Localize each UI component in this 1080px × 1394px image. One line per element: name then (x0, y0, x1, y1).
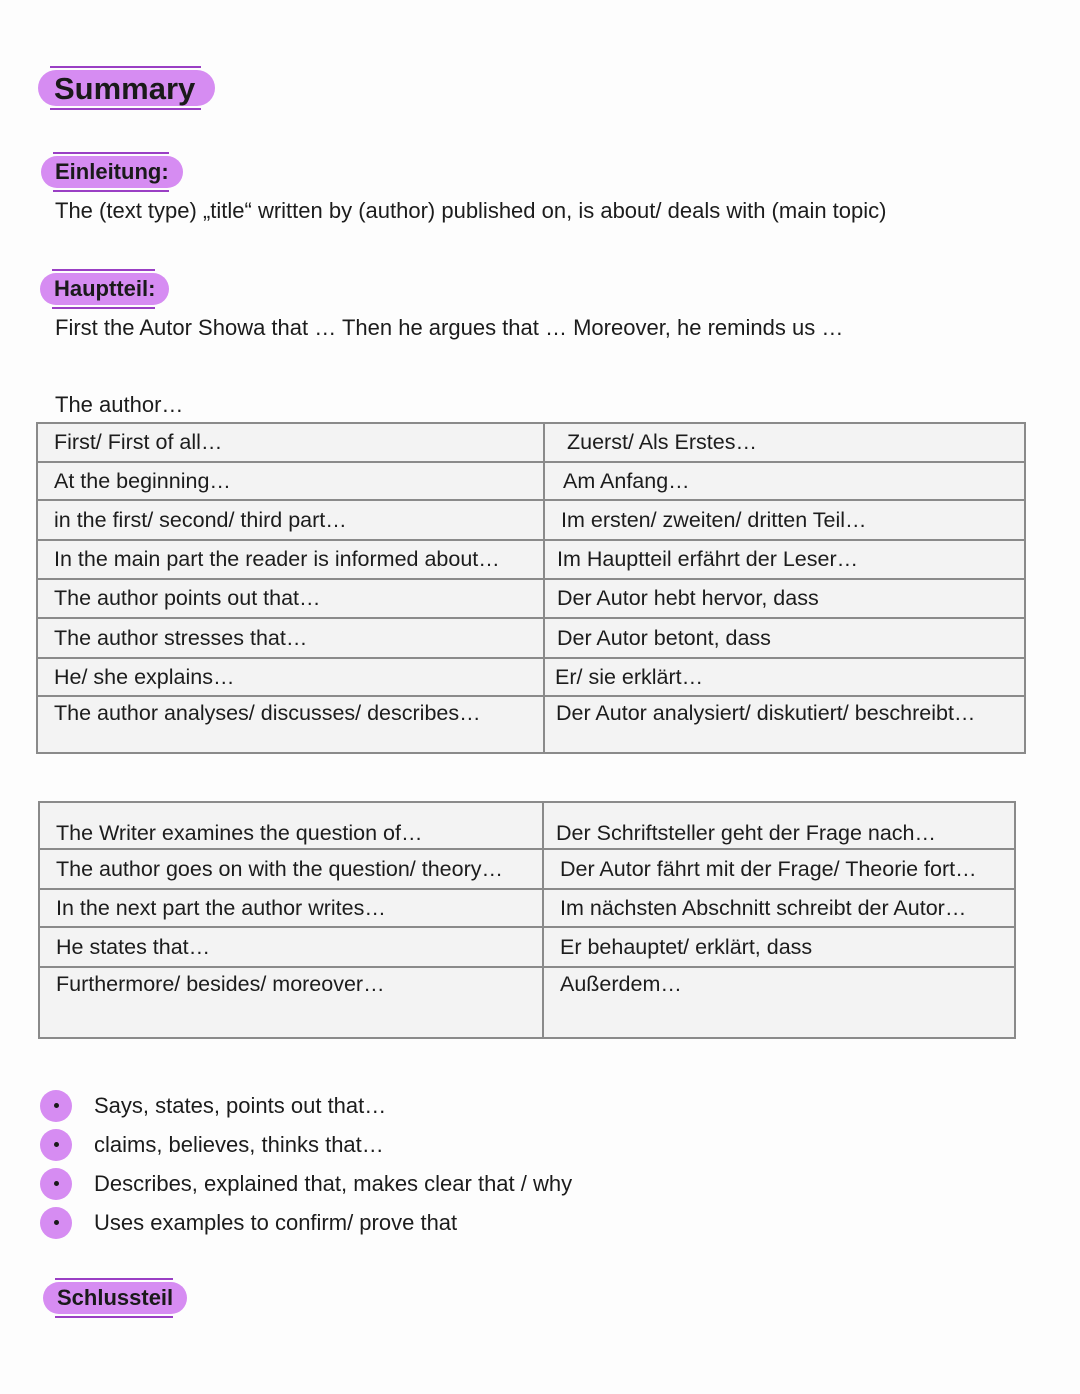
english-phrase: He states that… (39, 927, 543, 967)
bullet-dot-icon (40, 1207, 72, 1239)
english-phrase: Furthermore/ besides/ moreover… (39, 967, 543, 1038)
german-phrase: Der Autor hebt hervor, dass (544, 579, 1025, 618)
english-phrase: First/ First of all… (37, 423, 544, 462)
table-row (39, 967, 1015, 1038)
bullet-dot-icon (40, 1129, 72, 1161)
table-row (37, 618, 1025, 658)
list-item (40, 1203, 572, 1242)
list-item (40, 1086, 572, 1125)
table-row (39, 849, 1015, 889)
german-phrase: Der Autor fährt mit der Frage/ Theorie fort… (543, 849, 1015, 889)
german-phrase: Im Hauptteil erfährt der Leser… (544, 540, 1025, 579)
english-phrase: The author analyses/ discusses/ describes… (37, 696, 544, 753)
german-phrase: Im nächsten Abschnitt schreibt der Autor… (543, 889, 1015, 927)
table-row (39, 889, 1015, 927)
german-phrase: Er behauptet/ erklärt, dass (543, 927, 1015, 967)
german-phrase: Der Schriftsteller geht der Frage nach… (543, 802, 1015, 849)
table-row (37, 579, 1025, 618)
german-phrase: Am Anfang… (544, 462, 1025, 500)
english-phrase: The Writer examines the question of… (39, 802, 543, 849)
hauptteil-heading: Hauptteil: (40, 273, 169, 305)
english-phrase: In the main part the reader is informed about… (37, 540, 544, 579)
german-phrase: Er/ sie erklärt… (544, 658, 1025, 696)
table-row (39, 802, 1015, 849)
table-row (37, 658, 1025, 696)
english-phrase: The author goes on with the question/ theory… (39, 849, 543, 889)
german-phrase: Im ersten/ zweiten/ dritten Teil… (544, 500, 1025, 540)
bullet-list (40, 1086, 572, 1242)
einleitung-text: The (text type) „title“ written by (author) published on, is about/ deals with (main topic) (55, 198, 887, 223)
bullet-text: Describes, explained that, makes clear that / why (94, 1170, 573, 1196)
table-row (37, 423, 1025, 462)
bullet-text: claims, believes, thinks that… (94, 1131, 384, 1157)
schlussteil-heading: Schlussteil (43, 1282, 187, 1314)
english-phrase: In the next part the author writes… (39, 889, 543, 927)
english-phrase: in the first/ second/ third part… (37, 500, 544, 540)
bullet-text: Uses examples to confirm/ prove that (94, 1209, 458, 1235)
english-phrase: He/ she explains… (37, 658, 544, 696)
english-phrase: At the beginning… (37, 462, 544, 500)
bullet-dot-icon (40, 1090, 72, 1122)
hauptteil-text: First the Autor Showa that … Then he argues that … Moreover, he reminds us … (55, 315, 844, 340)
german-phrase: Zuerst/ Als Erstes… (544, 423, 1025, 462)
phrase-table-2 (38, 801, 1016, 1039)
phrase-table-1 (36, 422, 1026, 754)
german-phrase: Der Autor betont, dass (544, 618, 1025, 658)
table-row (37, 500, 1025, 540)
table-row (37, 462, 1025, 500)
einleitung-heading: Einleitung: (41, 156, 183, 188)
summary-title: Summary (38, 70, 215, 106)
list-item (40, 1164, 572, 1203)
table-row (37, 540, 1025, 579)
english-phrase: The author stresses that… (37, 618, 544, 658)
bullet-dot-icon (40, 1168, 72, 1200)
german-phrase: Außerdem… (543, 967, 1015, 1038)
german-phrase: Der Autor analysiert/ diskutiert/ beschreibt… (544, 696, 1025, 753)
author-intro: The author… (55, 392, 184, 417)
bullet-text: Says, states, points out that… (94, 1092, 387, 1118)
english-phrase: The author points out that… (37, 579, 544, 618)
table-row (39, 927, 1015, 967)
list-item (40, 1125, 572, 1164)
table-row (37, 696, 1025, 753)
